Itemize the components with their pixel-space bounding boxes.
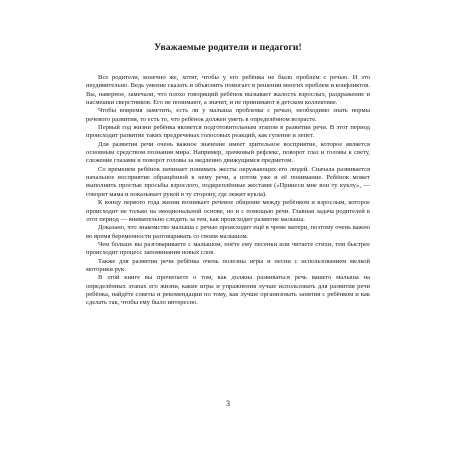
- paragraph: Чтобы вовремя заметить, есть ли у малыша проблемы с речью, необходимо знать нормы речевого развития, то есть то, что ребёнок должен уметь в определённом возрасте.: [86, 107, 370, 123]
- paragraph: В этой книге вы прочитаете о том, как должна развиваться речь вашего малыша на определённых этапах его жизни, какие игры и упражнения лучше использовать для развития речи ребёнка, найдёте советы и рекомендации по тому, как лучше организовать занятия с ребёнком и как сделать так, чтобы ему было интересно.: [86, 274, 370, 307]
- paragraph: Чем больше вы разговариваете с малышом, поёте ему песенки или читаете стихи, тем быстрее происходит процесс запоминания новых слов.: [86, 240, 370, 257]
- paragraph: Со временем ребёнок начинает понимать жесты окружающих его людей. Сначала развивается начальное восприятие обращённой к нему речи, а потом уже и её понимание. Ребёнок может выполнить простые просьбы взрослого, подкреплённые жестами («Принеси мне вон ту куклу», — говорит мама и показывает рукой в ту сторону, где лежит кукла).: [86, 165, 370, 198]
- paragraph: Все родители, конечно же, хотят, чтобы у его ребёнка не было проблем с речью. И это неудивительно. Ведь умение сказать и объяснить помогает в решении многих проблем и конфликтов. Вы, наверное, замечали, что плохо говорящий ребёнок вызывает жалость взрослых, раздражение и насмешки сверстников. Его не понимают, а значит, и не принимают в детском коллективе.: [86, 74, 370, 107]
- paragraph: Также для развития речи ребёнка очень полезны игры и песни с использованием мелкой моторики рук.: [86, 257, 370, 273]
- paragraph: К концу первого года жизни возникает речевое общение между ребёнком и взрослым, которое происходит не только на эмоциональной основе, но и с помощью речи. Главная задача родителей в этот период — внимательно следить за тем, как происходит развитие малыша.: [86, 199, 370, 223]
- page-number: 3: [226, 399, 230, 408]
- book-page: [86, 42, 370, 442]
- paragraph: Для развития речи очень важное значение имеет зрительное восприятие, которое является основным средством познания мира. Например, зрачковый рефлекс, поворот глаз и головы к свету, слежение глазами и поворот головы за медленно движущимся предметом.: [86, 140, 370, 165]
- body-text: [86, 74, 370, 308]
- paragraph: Доказано, что знакомство малыша с речью происходит ещё в чреве матери, поэтому очень важно во время беременности разговаривать со своим малышом.: [86, 224, 370, 240]
- paragraph: Первый год жизни ребёнка является подготовительным этапом в развитии речи. В этот период происходит развитие таких предречевых голосовых реакций, как гуление и лепет.: [86, 124, 370, 140]
- page-title: Уважаемые родители и педагоги!: [154, 42, 302, 53]
